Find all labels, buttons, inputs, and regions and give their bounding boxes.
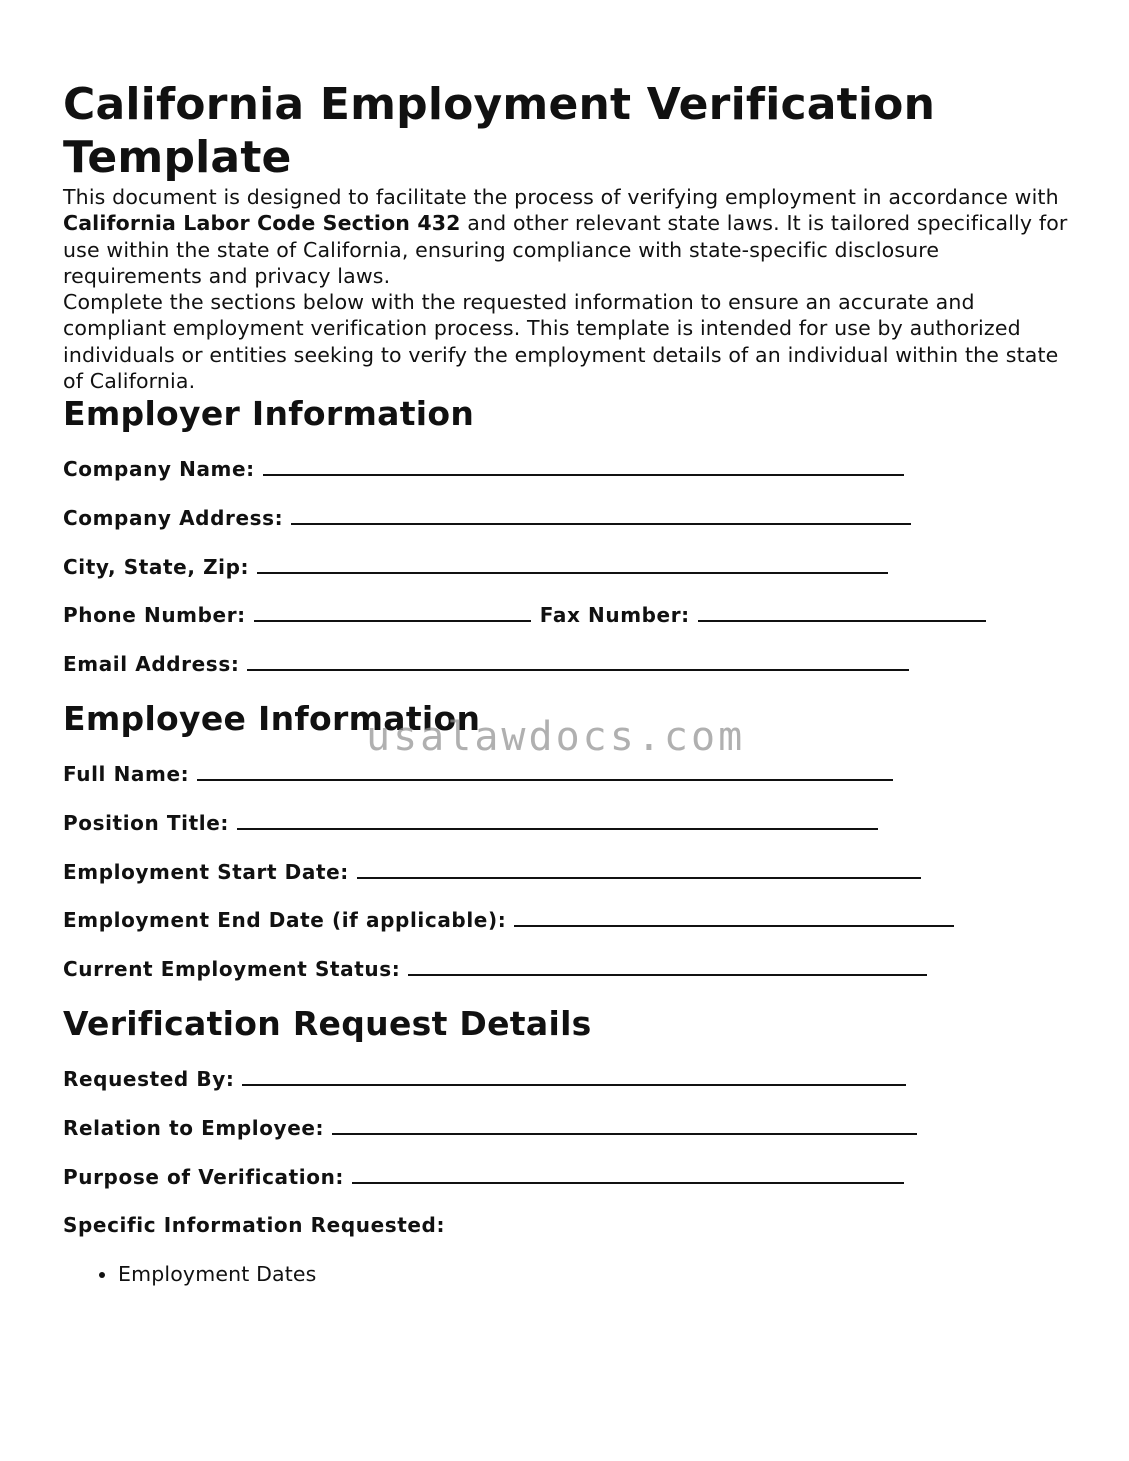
start-date-blank[interactable] [357,859,921,879]
email-field [63,651,1073,700]
company-name-label: Company Name: [63,457,255,482]
start-date-label: Employment Start Date: [63,859,349,884]
position-title-field [63,810,1073,859]
specific-info-field [63,1212,1073,1261]
verification-section-heading: Verification Request Details [63,1004,592,1044]
company-name-field [63,456,1073,505]
employer-section-heading: Employer Information [63,394,475,434]
phone-blank[interactable] [254,602,531,622]
relation-label: Relation to Employee: [63,1115,325,1140]
intro-text-start: This document is designed to facilitate the process of verifying employment in accordance with [63,185,1059,209]
end-date-field [63,907,1073,956]
requested-by-field [63,1066,1073,1115]
specific-info-label: Specific Information Requested: [63,1213,446,1238]
full-name-field [63,761,1073,810]
position-title-label: Position Title: [63,810,229,835]
employment-status-label: Current Employment Status: [63,956,401,981]
city-state-zip-blank[interactable] [257,554,888,574]
requested-by-label: Requested By: [63,1067,235,1092]
purpose-blank[interactable] [352,1164,904,1184]
requested-info-list [63,1261,1073,1287]
intro-text-end: and other relevant state laws. It is tailored specifically for use within the state of California, ensuring compliance with state-specific disclosure requirements and privacy laws. [63,211,1068,288]
start-date-field [63,859,1073,908]
company-address-blank[interactable] [291,505,911,525]
end-date-label: Employment End Date (if applicable): [63,908,507,933]
list-item: • Employment Dates [118,1261,1073,1287]
purpose-label: Purpose of Verification: [63,1164,345,1189]
employment-status-blank[interactable] [408,956,927,976]
company-address-field [63,505,1073,554]
phone-fax-field [63,602,1073,651]
employee-section-heading: Employee Information [63,699,481,739]
full-name-blank[interactable] [197,761,893,781]
email-blank[interactable] [247,651,909,671]
watermark: usalawdocs.com [366,714,746,760]
employee-fields [63,761,1073,1004]
city-state-zip-field [63,554,1073,603]
document-page [63,78,1073,1287]
full-name-label: Full Name: [63,762,190,787]
phone-label: Phone Number: [63,603,246,628]
email-label: Email Address: [63,651,240,676]
purpose-field [63,1164,1073,1213]
employer-fields [63,456,1073,699]
intro-paragraph [63,184,1073,289]
relation-field [63,1115,1073,1164]
fax-blank[interactable] [698,602,986,622]
fax-label: Fax Number: [539,603,690,628]
verification-fields [63,1066,1073,1260]
instructions-paragraph: Complete the sections below with the requested information to ensure an accurate and compliant employment verification process. This template is intended for use by authorized individuals or entities seeking to verify the employment details of an individual within the state of California. [63,290,1059,394]
relation-blank[interactable] [332,1115,917,1135]
requested-by-blank[interactable] [242,1066,906,1086]
city-state-zip-label: City, State, Zip: [63,554,250,579]
end-date-blank[interactable] [514,907,954,927]
document-title: California Employment Verification Template [63,79,936,183]
labor-code-reference: California Labor Code Section 432 [63,211,461,236]
company-name-blank[interactable] [263,456,904,476]
employment-status-field [63,956,1073,1005]
position-title-blank[interactable] [237,810,878,830]
company-address-label: Company Address: [63,505,284,530]
